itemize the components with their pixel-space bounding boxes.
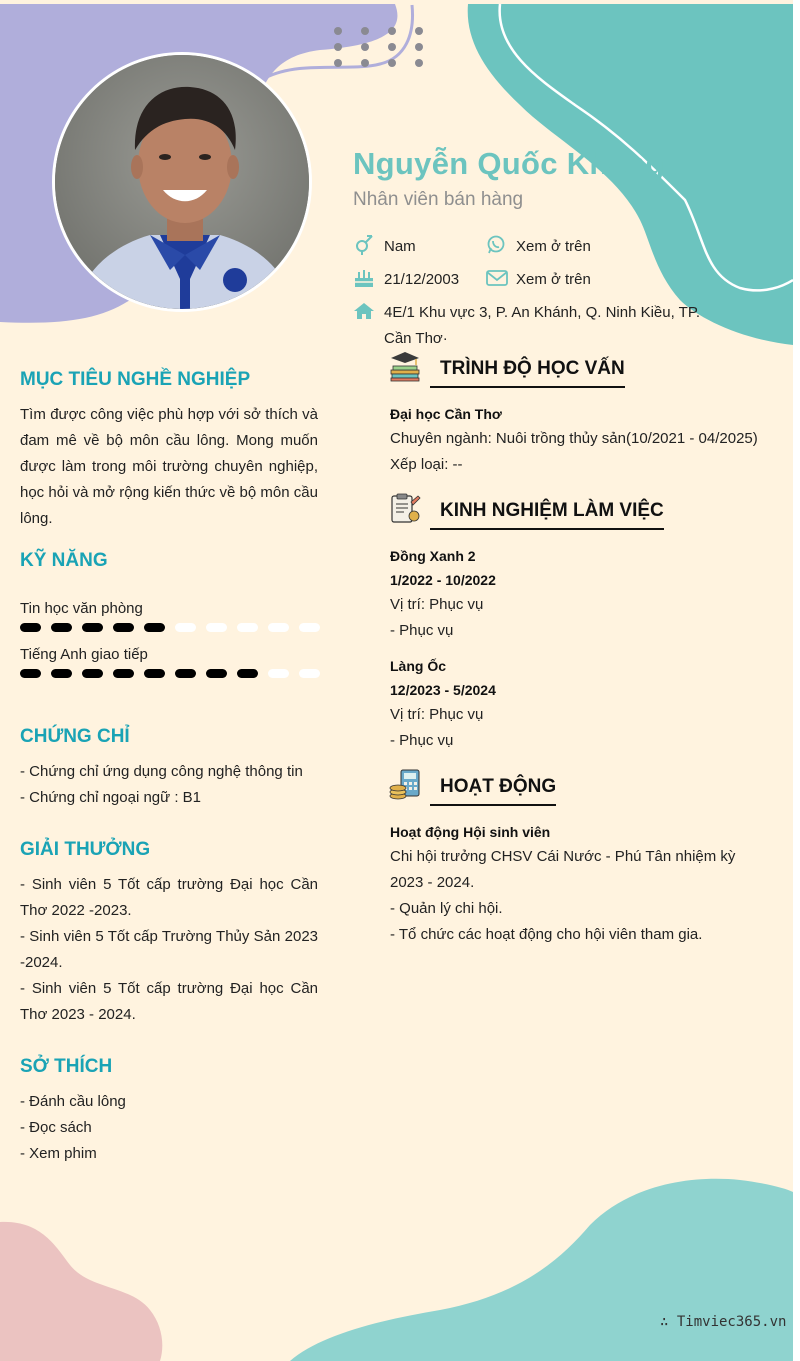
hobbies-list	[20, 1089, 318, 1167]
rating-dot-empty	[206, 623, 227, 632]
rating-dot-filled	[206, 669, 227, 678]
rating-dot-filled	[20, 623, 41, 632]
rating-dot-empty	[175, 623, 196, 632]
education-grade: Xếp loại: --	[390, 456, 463, 473]
rating-dot-empty	[268, 623, 289, 632]
books-icon	[389, 350, 421, 382]
brand-watermark: ∴ Timviec365.vn	[660, 1314, 787, 1330]
address-line-2: Cần Thơ·	[384, 330, 448, 347]
objective-text: Tìm được công việc phù hợp với sở thích và đam mê về bộ môn cầu lông. Mong muốn được làm trong môi trường chuyên nghiệp, học hỏi và mở rộng kiến thức về bộ môn cầu lông.	[20, 406, 318, 527]
awards-list	[20, 872, 318, 1028]
rating-dot-empty	[268, 669, 289, 678]
gender-value: Nam	[384, 238, 416, 255]
activity-item: - Tổ chức các hoạt động cho hội viên tham gia.	[390, 926, 703, 943]
rating-dot-filled	[51, 623, 72, 632]
certificates-list	[20, 759, 318, 811]
award-item: - Sinh viên 5 Tốt cấp trường Đại học Cần Thơ 2023 - 2024.	[20, 980, 318, 1023]
certificates-heading: CHỨNG CHỈ	[20, 726, 130, 747]
hobbies-heading: SỞ THÍCH	[20, 1056, 113, 1077]
rating-dot-filled	[144, 669, 165, 678]
address-line-1: 4E/1 Khu vực 3, P. An Khánh, Q. Ninh Kiều, TP.	[384, 304, 701, 321]
certificate-item: - Chứng chỉ ngoại ngữ : B1	[20, 789, 202, 806]
job-description: - Phục vụ	[390, 622, 454, 639]
job-period: 12/2023 - 5/2024	[390, 682, 496, 698]
rating-dot-filled	[113, 623, 134, 632]
mail-icon	[486, 269, 508, 287]
hobby-item: - Đọc sách	[20, 1119, 92, 1136]
rating-dot-filled	[51, 669, 72, 678]
activity-item: - Quản lý chi hội.	[390, 900, 503, 917]
award-item: - Sinh viên 5 Tốt cấp trường Đại học Cần Thơ 2022 -2023.	[20, 876, 318, 919]
candidate-name: Nguyễn Quốc Khang	[353, 146, 665, 181]
skill-label: Tin học văn phòng	[20, 600, 143, 617]
phone-icon	[486, 235, 506, 255]
activities-heading: HOẠT ĐỘNG	[440, 776, 557, 797]
skill-rating-1	[20, 669, 320, 678]
gender-icon	[354, 235, 374, 255]
objective-heading: MỤC TIÊU NGHỀ NGHIỆP	[20, 369, 251, 390]
birthday-value: 21/12/2003	[384, 271, 460, 288]
experience-heading: KINH NGHIỆM LÀM VIỆC	[440, 500, 664, 521]
award-item: - Sinh viên 5 Tốt cấp Trường Thủy Sản 2023 -2024.	[20, 928, 318, 971]
phone-value: Xem ở trên	[516, 238, 591, 255]
certificate-item: - Chứng chỉ ứng dụng công nghệ thông tin	[20, 763, 303, 780]
profile-photo	[52, 52, 312, 312]
rating-dot-filled	[82, 623, 103, 632]
cake-icon	[354, 268, 374, 288]
hobby-item: - Đánh cầu lông	[20, 1093, 126, 1110]
job-title: Nhân viên bán hàng	[353, 189, 524, 210]
job-company: Làng Ốc	[390, 658, 447, 674]
activity-role: Chi hội trưởng CHSV Cái Nước - Phú Tân nhiệm kỳ 2023 - 2024.	[390, 848, 736, 891]
education-school: Đại học Cần Thơ	[390, 406, 502, 422]
skills-heading: KỸ NĂNG	[20, 550, 108, 571]
experience-heading-wrap	[430, 500, 664, 530]
job-position: Vị trí: Phục vụ	[390, 596, 484, 613]
home-icon	[354, 302, 374, 320]
education-heading: TRÌNH ĐỘ HỌC VẤN	[440, 358, 625, 379]
rating-dot-empty	[237, 623, 258, 632]
job-company: Đồng Xanh 2	[390, 548, 476, 564]
education-heading-wrap	[430, 358, 625, 388]
education-major: Chuyên ngành: Nuôi trồng thủy sản(10/2021 - 04/2025)	[390, 430, 758, 447]
clipboard-icon	[389, 492, 421, 524]
skill-rating-0	[20, 623, 320, 632]
skill-label: Tiếng Anh giao tiếp	[20, 646, 148, 663]
activities-heading-wrap	[430, 776, 556, 806]
job-period: 1/2022 - 10/2022	[390, 572, 496, 588]
calculator-coins-icon	[389, 768, 421, 800]
activity-organization: Hoạt động Hội sinh viên	[390, 824, 551, 840]
rating-dot-empty	[299, 623, 320, 632]
awards-heading: GIẢI THƯỞNG	[20, 839, 151, 860]
email-value: Xem ở trên	[516, 271, 591, 288]
rating-dot-filled	[113, 669, 134, 678]
rating-dot-filled	[175, 669, 196, 678]
rating-dot-empty	[299, 669, 320, 678]
rating-dot-filled	[82, 669, 103, 678]
job-description: - Phục vụ	[390, 732, 454, 749]
rating-dot-filled	[237, 669, 258, 678]
hobby-item: - Xem phim	[20, 1145, 97, 1162]
rating-dot-filled	[144, 623, 165, 632]
job-position: Vị trí: Phục vụ	[390, 706, 484, 723]
rating-dot-filled	[20, 669, 41, 678]
